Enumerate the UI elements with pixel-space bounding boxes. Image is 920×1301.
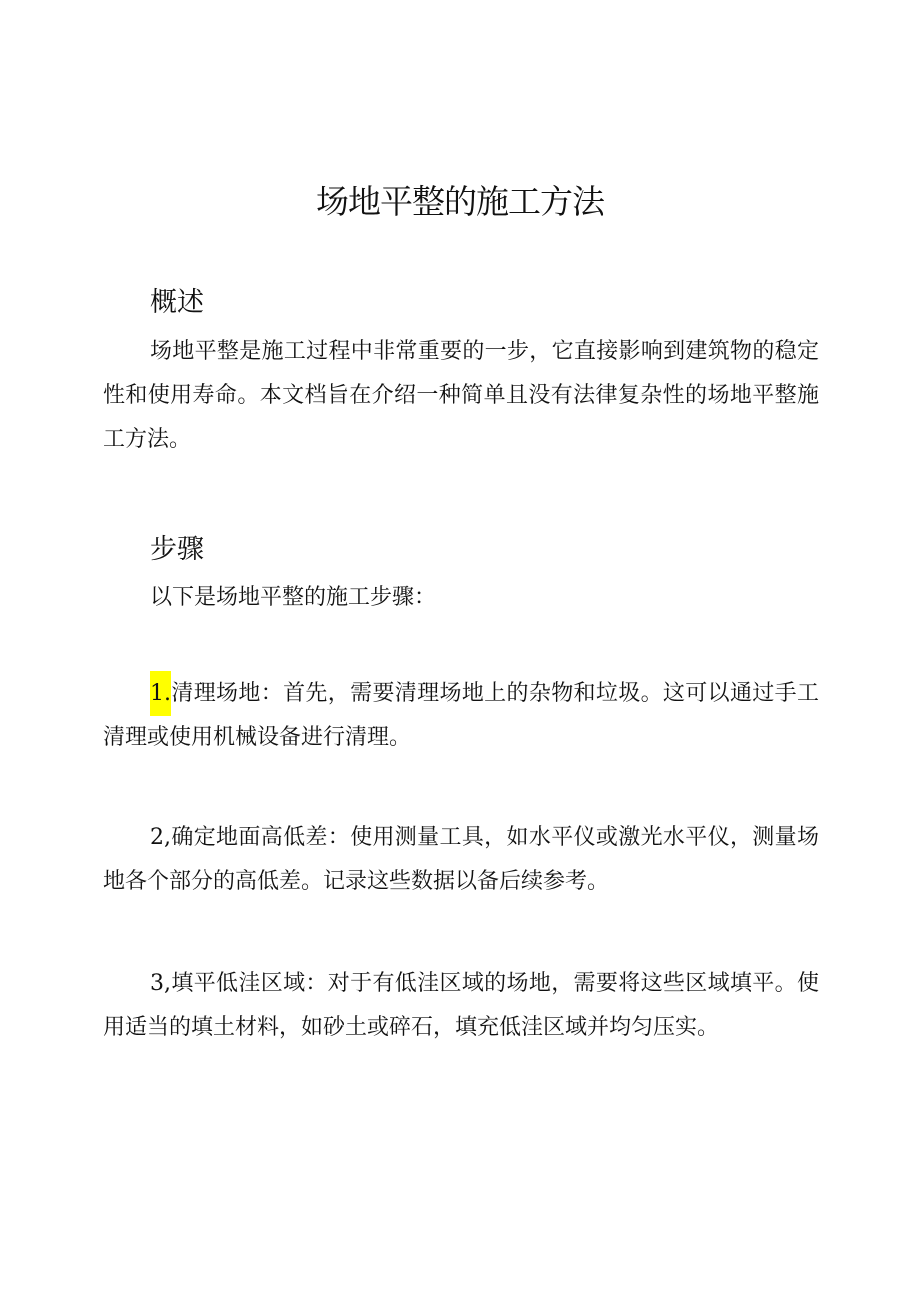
step-item-3 (103, 962, 819, 1050)
steps-intro: 以下是场地平整的施工步骤： (150, 585, 437, 610)
overview-paragraph: 场地平整是施工过程中非常重要的一步，它直接影响到建筑物的稳定性和使用寿命。本文档旨在介绍一种简单且没有法律复杂性的场地平整施工方法。 (103, 339, 819, 452)
step-text-3: 填平低洼区域：对于有低洼区域的场地，需要将这些区域填平。使用适当的填土材料，如砂土或碎石，填充低洼区域并均匀压实。 (103, 971, 819, 1040)
document-title: 场地平整的施工方法 (316, 182, 604, 221)
step-number-3: 3, (150, 971, 171, 996)
step-text-2: 确定地面高低差：使用测量工具，如水平仪或激光水平仪，测量场地各个部分的高低差。记录这些数据以备后续参考。 (103, 825, 819, 894)
step-item-2 (103, 816, 819, 904)
step-number-2: 2, (150, 825, 171, 850)
section-heading-steps: 步骤 (150, 534, 204, 565)
step-text-1: 清理场地：首先，需要清理场地上的杂物和垃圾。这可以通过手工清理或使用机械设备进行清理。 (103, 681, 819, 750)
section-heading-overview: 概述 (150, 287, 204, 318)
step-number-1: 1. (150, 671, 171, 716)
step-item-1 (103, 672, 819, 760)
